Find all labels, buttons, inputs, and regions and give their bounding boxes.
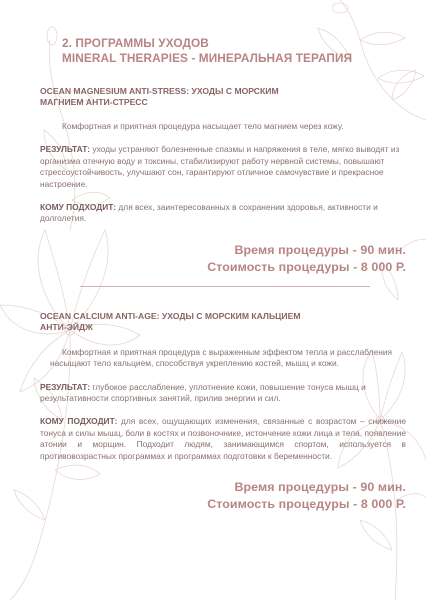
section-title-line1: OCEAN MAGNESIUM ANTI-STRESS: УХОДЫ С МОРСКИМ (40, 86, 279, 96)
section-title (40, 311, 406, 333)
page-title-line2: MINERAL THERAPIES - МИНЕРАЛЬНАЯ ТЕРАПИЯ (62, 51, 353, 65)
suitability-label: КОМУ ПОДХОДИТ: (40, 416, 118, 427)
suitability-label: КОМУ ПОДХОДИТ: (40, 202, 117, 213)
section-title (40, 86, 406, 108)
section-result (40, 382, 406, 405)
page-title (60, 36, 406, 66)
result-label: РЕЗУЛЬТАТ: (40, 381, 91, 392)
section-intro: Комфортная и приятная процедура насыщает тело магнием через кожу. (62, 121, 344, 131)
section-title-line1: OCEAN CALCIUM ANTI-AGE: УХОДЫ С МОРСКИМ КАЛЬЦИЕМ (40, 310, 301, 321)
procedure-cost: Стоимость процедуры - 8 000 Р. (207, 497, 406, 512)
section-result (40, 144, 406, 190)
section-magnesium (40, 86, 406, 287)
suitability-text: для всех, заинтересованных в сохранении здоровья, активности и долголетия. (40, 202, 378, 224)
suitability-text: для всех, ощущающих изменения, связанные с возрастом – снижение тонуса и силы мышц, боли в костях и позвоночнике, истончение кожи лица и тела, появление атонии и морщин. Подходит людям, занимающимся спортом, используется в противовозрастных программах и программах подготовки к беременности. (40, 416, 406, 461)
section-suitability (40, 416, 406, 462)
procedure-cost: Стоимость процедуры - 8 000 Р. (207, 259, 406, 274)
result-label: РЕЗУЛЬТАТ: (40, 144, 91, 155)
section-divider (80, 286, 370, 287)
section-suitability (40, 202, 406, 225)
section-title-line2: АНТИ-ЭЙДЖ (40, 321, 93, 332)
section-title-line2: МАГНИЕМ АНТИ-СТРЕСС (40, 97, 148, 107)
procedure-duration: Время процедуры - 90 мин. (234, 480, 406, 495)
section-intro: Комфортная и приятная процедура с выраженным эффектом тепла и расслабления насыщают тело кальцием, способствуя укреплению костей, мышц и кожи. (50, 346, 393, 369)
procedure-duration: Время процедуры - 90 мин. (234, 242, 406, 257)
section-calcium (40, 311, 406, 513)
content (40, 36, 406, 513)
page-title-line1: 2. ПРОГРАММЫ УХОДОВ (62, 36, 209, 50)
result-text: уходы устраняют болезненные спазмы и напряжения в теле, мягко выводят из организма отечную воду и токсины, стабилизируют работу нервной системы, повышают стрессоустойчивость, улучшают сон, гарантируют отличное самочувствие и прекрасное настроение. (40, 144, 400, 189)
result-text: глубокое расслабление, уплотнение кожи, повышение тонуса мышц и результативности спортивных занятий, прилив энергии и сил. (40, 381, 366, 404)
